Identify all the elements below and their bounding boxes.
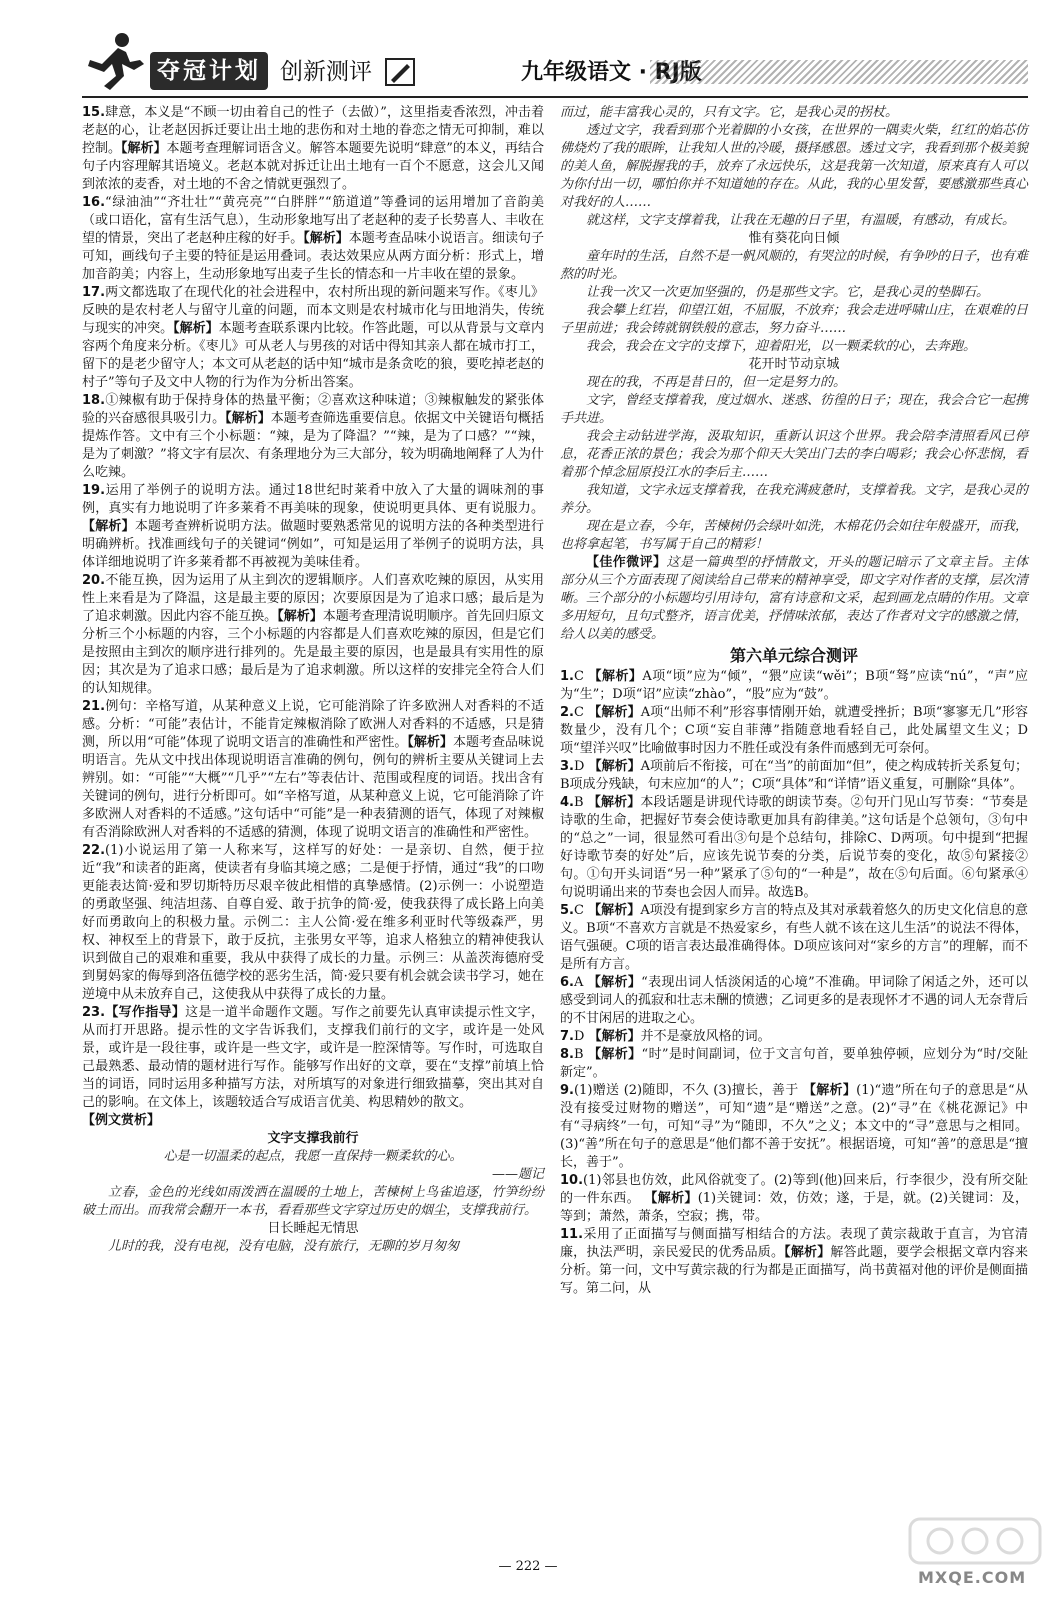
essay-paragraph: 儿时的我，没有电视，没有电脑，没有旅行，无聊的岁月匆匆 (108, 1239, 460, 1254)
essay-paragraph: 现在的我，不再是昔日的，但一定是努力的。 (586, 375, 847, 390)
header-hatch-decoration (650, 60, 1028, 84)
page-header (0, 0, 1056, 118)
essay-subtitle: 日长睡起无情思 (267, 1221, 359, 1236)
answer-3: 3.D 【解析】A项前后不衔接，可在“当”的前面加“但”，使之构成转折关系复句；B项成分残缺，句末应加“的人”；C项“具体”和“详情”语义重复，可删除“具体”。 (560, 759, 1028, 792)
section-title: 第六单元综合测评 (729, 646, 858, 665)
answer-1: 1.C 【解析】A项“顷”应为“倾”，“猥”应读“wěi”；B项“驽”应读“nú”，“声”应为“生”；D项“诏”应读“zhào”，“股”应为“鼓”。 (560, 669, 1028, 702)
answer-21: 21.例句：辛格写道，从某种意义上说，它可能消除了许多欧洲人对香料的不适感。分析：“可能”表估计，不能肯定辣椒消除了欧洲人对香料的不适感，只是猜测，所以用“可能”体现了说明文语言的准确性和严密性。【解析】本题考查品味说明语言。先从文中找出体现说明语言准确的例句，例句的辨析主要从关键词上去辨别。如：“可能”“大概”“几乎”“左右”等表估计、范围或程度的词语。找出含有关键词的例句，进行分析即可。如“辛格写道，从某种意义上说，它可能消除了许多欧洲人对香料的不适感。”这句话中“可能”是一种表猜测的语气，体现了对辣椒有否消除欧洲人对香料的不适感的猜测，体现了说明文语言的准确性和严密性。 (82, 699, 544, 840)
watermark-text: MXQE.COM (918, 1568, 1027, 1587)
answer-18: 18.①辣椒有助于保持身体的热量平衡；②喜欢这种味道；③辣椒触发的紧张体验的兴奋感很具吸引力。【解析】本题考查筛选重要信息。依据文中关键语句概括提炼作答。文中有三个小标题：“辣，是为了降温？”“辣，是为了口感？”“辣，是为了刺激？”将文字有层次、有条理地分为三大部分，较为明确地阐释了人为什么吃辣。 (82, 393, 544, 480)
essay-epigraph: 心是一切温柔的起点，我愿一直保持一颗柔软的心。 (163, 1149, 463, 1164)
answer-2: 2.C 【解析】A项“出师不利”形容事情刚开始，就遭受挫折；B项“寥寥无几”形容数量少，没有几个；C项“妄自菲薄”指随意地看轻自己，此处属望文生义；D项“望洋兴叹”比喻做事时因力不胜任或没有条件而感到无可奈何。 (560, 705, 1028, 756)
answer-5: 5.C 【解析】A项没有提到家乡方言的特点及其对承载着悠久的历史文化信息的意义。B项“不喜欢方言就是不热爱家乡，有些人就不该在这儿生活”的说法不得体，语气强硬。C项的语言表达最准确得体。D项应该问对“家乡的方言”的理解，而不是所有方言。 (560, 903, 1028, 972)
essay-review: 【佳作微评】这是一篇典型的抒情散文，开头的题记暗示了文章主旨。主体部分从三个方面表现了阅读给自己带来的精神享受，即文字对作者的支撑，层次清晰。三个部分的小标题均引用诗句，富有诗意和文采，起到画龙点睛的作用。文章多用短句，且句式整齐，语言优美，抒情味浓郁，表达了作者对文字的感激之情，给人以美的感受。 (560, 555, 1029, 642)
essay-subtitle: 花开时节动京城 (748, 357, 840, 372)
answer-17: 17.两文都选取了在现代化的社会进程中，农村所出现的新问题来写作。《枣儿》反映的是农村老人与留守儿童的问题，而本文则是农村城市化与田地消失，传统与现实的冲突。【解析】本题考查联系课内比较。作答此题，可以从背景与文章内容两个角度来分析。《枣儿》可从老人与男孩的对话中得知其亲人都在城市打工，留下的是老少留守人；本文可从老赵的话中知“城市是条贪吃的狼，要吃掉老赵的村子”等句子及文中人物的行为作为分析出答案。 (82, 285, 544, 390)
answer-4: 4.B 【解析】本段话题是讲现代诗歌的朗读节奏。②句开门见山写节奏：“节奏是诗歌的生命，把握好节奏会使诗歌更加具有韵律美。”这句话是个总领句，③句中的“总之”一词，很显然可看出③句是个总结句，排除C、D两项。句中提到“把握好诗歌节奏的好处”后，应该先说节奏的分类，后说节奏的变化，故⑤句紧接②句。①句开头词语“另一种”紧承了⑤句的“一种是”，故在⑤句后面。⑥句紧承④句说明诵出来的节奏也会因人而异。故选B。 (560, 795, 1028, 900)
answer-7: 7.D 【解析】并不是豪放风格的词。 (560, 1029, 771, 1044)
answer-9: 9.(1)赠送 (2)随即，不久 (3)擅长，善于 【解析】(1)“遗”所在句子的意思是“从没有接受过财物的赠送”，可知“遗”是“赠送”之意。(2)“寻”在《桃花源记》中有“寻病终”一句，可知“寻”为“随即，不久”之义；本文中的“寻”意思与之相同。(3)“善”所在句子的意思是“他们都不善于安抚”。根据语境，可知“善”的意思是“擅长，善于”。 (560, 1083, 1029, 1170)
answer-19: 19.运用了举例子的说明方法。通过18世纪时莱肴中放入了大量的调味剂的事例，真实有力地说明了许多莱肴不再美味的现象，使说明更具体、更有说服力。【解析】本题考查辨析说明方法。做题时要熟悉常见的说明方法的各种类型进行明确辨析。找准画线句子的关键词“例如”，可知是运用了举例子的说明方法，具体详细地说明了许多莱肴都不再被视为美味佳肴。 (82, 483, 544, 570)
answer-20: 20.不能互换，因为运用了从主到次的逻辑顺序。人们喜欢吃辣的原因，从实用性上来看是为了降温，这是最主要的原因；次要原因是为了追求口感；最后是为了追求刺激。因此内容不能互换。【解析】本题考查理清说明顺序。首先回归原文分析三个小标题的内容，三个小标题的内容都是人们喜欢吃辣的原因，但是它们是按照由主到次的顺序进行排列的。先是最主要的原因，也是最具有实用性的原因；其次是为了追求口感；最后是为了追求刺激。所以这样的安排完全符合人们的认知规律。 (82, 573, 544, 696)
answer-23: 23.【写作指导】这是一道半命题作文题。写作之前要先认真审读提示性文字，从而打开思路。提示性的文字告诉我们，支撑我们前行的文字，或许是一处风景，或许是一段往事，或许是一些文字，或许是一腔深情等。写作时，可选取自己最熟悉、最动情的题材进行写作。能够写作出好的文章，要在“支撑”前填上恰当的词语，同时运用多种描写方法，对所填写的对象进行细致描摹，突出其对自己的影响。在文体上，该题较适合写成语言优美、构思精妙的散文。 (82, 1005, 544, 1110)
series-title: 创新测评 (280, 59, 372, 85)
essay-paragraph: 现在是立春，今年，苦楝树仍会绿叶如洗，木棉花仍会如往年般盛开，而我，也将拿起笔，书写属于自己的精彩！ (560, 519, 1029, 552)
essay-paragraph: 透过文字，我看到那个光着脚的小女孩，在世界的一隅卖火柴，红红的焰芯仿佛烧灼了我的眼眸，让我知人世的冷暖，摄择感恩。透过文字，我看到那个极美貌的美人鱼，解脱握我的手，放弃了永远快乐，这是我第一次知道，原来真有人可以为你付出一切，哪怕你并不知道她的存在。从此，我的心里发誓，要感激那些真心对我好的人…… (560, 123, 1029, 210)
grade-title: 九年级语文 · RJ版 (521, 60, 702, 85)
model-essay-label: 【例文赏析】 (82, 1113, 161, 1128)
essay-paragraph: 童年时的生活，自然不是一帆风顺的，有哭泣的时候，有争吵的日子，也有难熬的时光。 (560, 249, 1029, 282)
essay-paragraph: 文字，曾经支撑着我，度过烟水、迷惑、彷徨的日子；现在，我会合它一起携手共进。 (560, 393, 1029, 426)
essay-paragraph: 立春，金色的光线如雨泼洒在温暖的土地上，苦楝树上鸟雀追逐，竹笋纷纷破土而出。而我常会翻开一本书，看看那些文字穿过历史的烟尘，支撑我前行。 (82, 1185, 544, 1218)
page-number: — 222 — (498, 1559, 558, 1574)
essay-paragraph: 我会，我会在文字的支撑下，迎着阳光，以一颗柔软的心，去奔跑。 (586, 339, 977, 354)
essay-paragraph: 就这样，文字支撑着我，让我在无趣的日子里，有温暖，有感动，有成长。 (586, 213, 1016, 228)
answer-8: 8.B 【解析】“时”是时间副词，位于文言句首，要单独停顿，应划分为“时/交阯新定”。 (560, 1047, 1028, 1080)
essay-paragraph: 我知道，文字永远支撑着我，在我充满疲惫时，支撑着我。文字，是我心灵的养分。 (560, 483, 1029, 516)
essay-paragraph: 而过，能丰富我心灵的，只有文字。它，是我心灵的拐杖。 (560, 105, 899, 120)
essay-subtitle: 惟有葵花向日倾 (748, 231, 840, 246)
answer-15: 15.肆意，本义是“不顾一切由着自己的性子（去做）”，这里指麦香浓烈，冲击着老赵的心，让老赵因拆迁要让出土地的悲伤和对土地的眷恋之情无可抑制，难以控制。【解析】本题考查理解词语含义。解答本题要先说明“肆意”的本义，再结合句子内容理解其语境义。老赵本就对拆迁让出土地有一百个不愿意，这会儿又闻到浓浓的麦香，对土地的不舍之情就更强烈了。 (82, 105, 544, 192)
essay-paragraph: 我会主动钻进学海，汲取知识，重新认识这个世界。我会陪李清照看风已停息，花香正浓的景色；我会为那个仰天大笑出门去的李白喝彩；我会心怀悲悯，看着那个悼念屈原投江水的李后主…… (560, 429, 1029, 480)
essay-paragraph: 让我一次又一次更加坚强的，仍是那些文字。它，是我心灵的垫脚石。 (586, 285, 990, 300)
answer-22: 22.(1)小说运用了第一人称来写，这样写的好处：一是亲切、自然，便于拉近“我”和读者的距离，使读者有身临其境之感；二是便于抒情，通过“我”的口吻更能表达简·爱和罗切斯特历尽艰辛彼此相惜的真挚感情。(2)示例一：小说塑造的勇敢坚强、纯洁坦荡、自尊自爱、敢于抗争的简·爱，使我获得了成长路上向美好而勇敢向上的积极力量。示例二：主人公简·爱在维多利亚时代等级森严，男权、神权至上的背景下，敢于反抗，主张男女平等，追求人格独立的精神使我认识到做自己的艰难和重要，我从中获得了成长的力量。示例三：从盖茨海德府受到舅妈家的侮辱到洛伍德学校的恶劣生活，简·爱只要有机会就会读书学习，她在逆境中从未放弃自己，这使我从中获得了成长的力量。 (82, 843, 544, 1002)
pencil-icon (385, 58, 415, 86)
runner-logo-icon (82, 30, 148, 90)
right-column (560, 104, 1028, 1298)
left-column (82, 104, 544, 1256)
header-rule (82, 96, 1028, 98)
brand-tag: 夺冠计划 (150, 52, 268, 90)
answer-11: 11.采用了正面描写与侧面描写相结合的方法。表现了黄宗裁敢于直言，为官清廉，执法严明，亲民爱民的优秀品质。【解析】解答此题，要学会根据文章内容来分析。第一问，文中写黄宗裁的行为都是正面描写，尚书黄福对他的评价是侧面描写。第二问，从 (560, 1227, 1029, 1296)
answer-10: 10.(1)邻县也仿效，此风俗就变了。(2)等到(他)回来后，行李很少，没有所交阯的一件东西。 【解析】(1)关键词：效，仿效；遂，于是，就。(2)关键词：及，等到；萧然，萧条，空寂；携，带。 (560, 1173, 1028, 1224)
epigraph-signature: ——题记 (491, 1167, 544, 1182)
essay-title: 文字支撑我前行 (267, 1131, 359, 1146)
essay-paragraph: 我会攀上红岩，仰望江姐，不屈服，不放弃；我会走进呼啸山庄，在艰难的日子里前进；我会铸就钢铁般的意志，努力奋斗…… (560, 303, 1029, 336)
answer-6: 6.A 【解析】“表现出词人恬淡闲适的心境”不准确。甲词除了闲适之外，还可以感受到词人的孤寂和壮志未酬的愤懑；乙词更多的是表现怀才不遇的词人无奈背后的不甘闲居的进取之心。 (560, 975, 1029, 1026)
answer-16: 16.“绿油油”“齐壮壮”“黄亮亮”“白胖胖”“筋道道”等叠词的运用增加了音韵美（或口语化，富有生活气息），生动形象地写出了老赵种的麦子长势喜人、丰收在望的情景，突出了老赵种庄稼的好手。【解析】本题考查品味小说语言。细读句子可知，画线句子主要的特征是运用叠词。表达效果应从两方面分析：形式上，增加音韵美；内容上，生动形象地写出麦子生长的情态和一片丰收在望的景象。 (82, 195, 544, 282)
